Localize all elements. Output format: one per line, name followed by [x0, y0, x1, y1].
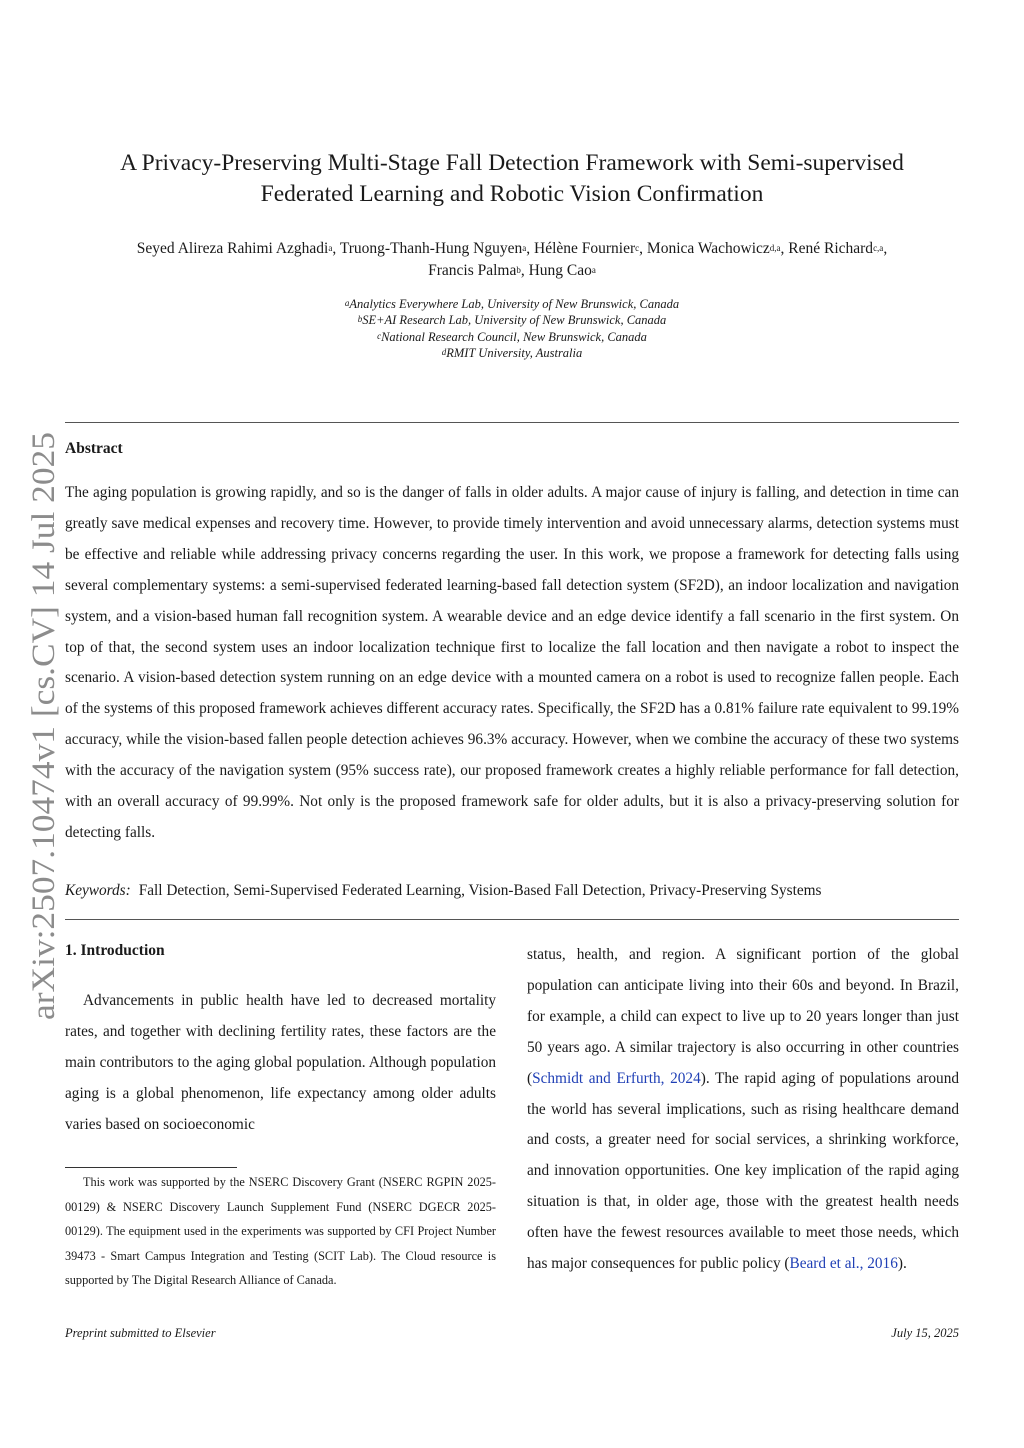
citation-link-beard[interactable]: Beard et al., 2016: [789, 1255, 898, 1273]
footer-preprint-note: Preprint submitted to Elsevier: [65, 1326, 216, 1340]
arxiv-stamp: [8, 430, 68, 1020]
author-name: Truong-Thanh-Hung Nguyen: [339, 240, 523, 257]
intro-text-right-a: status, health, and region. A significant portion of the global population can anticipate living into their 60s and beyond. In Brazil, for example, a child can expect to live up to 20 years longer than just 50 years ago. A similar trajectory is also occurring in other countries (: [527, 946, 959, 1087]
author-separator: ,: [520, 262, 529, 279]
author-separator: ,: [639, 240, 647, 257]
author-list: [60, 238, 964, 282]
keywords-label: Keywords:: [65, 882, 131, 899]
author-separator: ,: [332, 240, 340, 257]
citation-year: 2016: [867, 1255, 898, 1273]
footnote-rule: [65, 1167, 237, 1168]
abstract-bottom-rule: [65, 919, 959, 920]
author-affil-mark: c: [635, 243, 640, 253]
abstract-body: The aging population is growing rapidly, and so is the danger of falls in older adults. A major cause of injury is falling, and detection in time can greatly save medical expenses and recovery time. However, to provide timely intervention and avoid unnecessary alarms, detection systems must be effective and reliable while addressing privacy concerns regarding the user. In this work, we propose a framework for detecting falls using several complementary systems: a semi-supervised federated learning-based fall detection system (SF2D), an indoor localization and navigation system, and a vision-based human fall recognition system. A wearable device and an edge device identify a fall scenario in the first system. On top of that, the second system uses an indoor localization technique first to localize the fall location and then navigate a robot to inspect the scenario. A vision-based detection system running on an edge device with a mounted camera on a robot is used to recognize fallen people. Each of the systems of this proposed framework achieves different accuracy rates. Specifically, the SF2D has a 0.81% failure rate equivalent to 99.19% accuracy, while the vision-based fallen people detection achieves 96.3% accuracy. However, when we combine the accuracy of these two systems with the accuracy of the navigation system (95% success rate), our proposed framework creates a highly reliable performance for fall detection, with an overall accuracy of 99.99%. Not only is the proposed framework safe for older adults, but it is also a privacy-preserving solution for detecting falls.: [65, 484, 959, 841]
section-heading-introduction: 1. Introduction: [65, 942, 165, 959]
author-name: Francis Palma: [428, 262, 517, 279]
citation-link-schmidt[interactable]: Schmidt and Erfurth, 2024: [532, 1069, 701, 1087]
author-name: René Richard: [788, 240, 874, 257]
citation-author: Schmidt and Erfurth: [532, 1069, 661, 1087]
affiliation: [60, 329, 964, 345]
affiliation-list: [60, 296, 964, 361]
affiliation: [60, 345, 964, 361]
intro-paragraph-left: Advancements in public health have led to decreased mortality rates, and together with declining fertility rates, these factors are the main contributors to the aging global population. Although population aging is a global phenomenon, life expectancy among older adults varies based on socioeconomic: [65, 992, 496, 1133]
abstract-top-rule: [65, 422, 959, 423]
affiliation-text: National Research Council, New Brunswick, Canada: [381, 329, 647, 344]
affiliation-mark: d: [441, 346, 447, 357]
author-name: Monica Wachowicz: [646, 240, 770, 257]
affiliation-mark: b: [357, 314, 363, 325]
author-affil-mark: a: [328, 243, 333, 253]
affiliation-mark: a: [344, 298, 350, 308]
affiliation: [60, 296, 964, 312]
affiliation-text: Analytics Everywhere Lab, University of New Brunswick, Canada: [349, 297, 680, 311]
paper-title: [60, 148, 964, 210]
keywords-line: [65, 882, 959, 900]
author-separator: ,: [526, 240, 534, 257]
left-column: [65, 986, 496, 1141]
affiliation-text: RMIT University, Australia: [446, 345, 583, 360]
author-affil-mark: a: [522, 243, 527, 253]
author-affil-mark: d,a: [769, 243, 781, 253]
affiliation-mark: c: [377, 330, 382, 341]
arxiv-stamp-text: arXiv:2507.10474v1 [cs.CV] 14 Jul 2025: [26, 471, 62, 1020]
author-affil-mark: a: [591, 265, 596, 275]
author-name: Hélène Fournier: [534, 240, 636, 257]
author-affil-mark: c,a: [873, 243, 884, 253]
author-name: Seyed Alireza Rahimi Azghadi: [136, 240, 329, 257]
author-separator: ,: [780, 240, 789, 257]
title-line-2: Federated Learning and Robotic Vision Confirmation: [260, 181, 764, 207]
intro-text-right-c: ).: [897, 1255, 907, 1273]
author-line-2: [60, 260, 964, 282]
keywords-text: Fall Detection, Semi-Supervised Federated Learning, Vision-Based Fall Detection, Privacy-Preserving Systems: [138, 882, 822, 899]
citation-year: 2024: [670, 1069, 701, 1087]
author-name: Hung Cao: [528, 262, 592, 279]
author-affil-mark: b: [516, 265, 521, 275]
title-line-1: A Privacy-Preserving Multi-Stage Fall Detection Framework with Semi-supervised: [120, 150, 904, 176]
affiliation: [60, 312, 964, 328]
footnote: [65, 1170, 496, 1293]
author-line-1: [60, 238, 964, 260]
right-column: [527, 940, 959, 1280]
citation-author: Beard et al.: [789, 1255, 860, 1273]
author-separator: ,: [883, 240, 888, 257]
footer-date: July 15, 2025: [891, 1326, 959, 1340]
abstract-heading: Abstract: [65, 440, 123, 457]
footnote-text: This work was supported by the NSERC Discovery Grant (NSERC RGPIN 2025-00129) & NSERC Discovery Launch Supplement Fund (NSERC DGECR 2025-00129). The equipment used in the experiments was supported by CFI Project Number 39473 - Smart Campus Integration and Testing (SCIT Lab). The Cloud resource is supported by The Digital Research Alliance of Canada.: [65, 1175, 496, 1288]
intro-text-right-b: ). The rapid aging of populations around the world has several implications, such as rising healthcare demand and costs, a greater need for social services, a shrinking workforce, and innovation opportunities. One key implication of the rapid aging situation is that, in older age, those with the greatest health needs often have the fewest resources available to meet those needs, which has major consequences for public policy (: [527, 1069, 960, 1273]
affiliation-text: SE+AI Research Lab, University of New Brunswick, Canada: [362, 313, 667, 328]
